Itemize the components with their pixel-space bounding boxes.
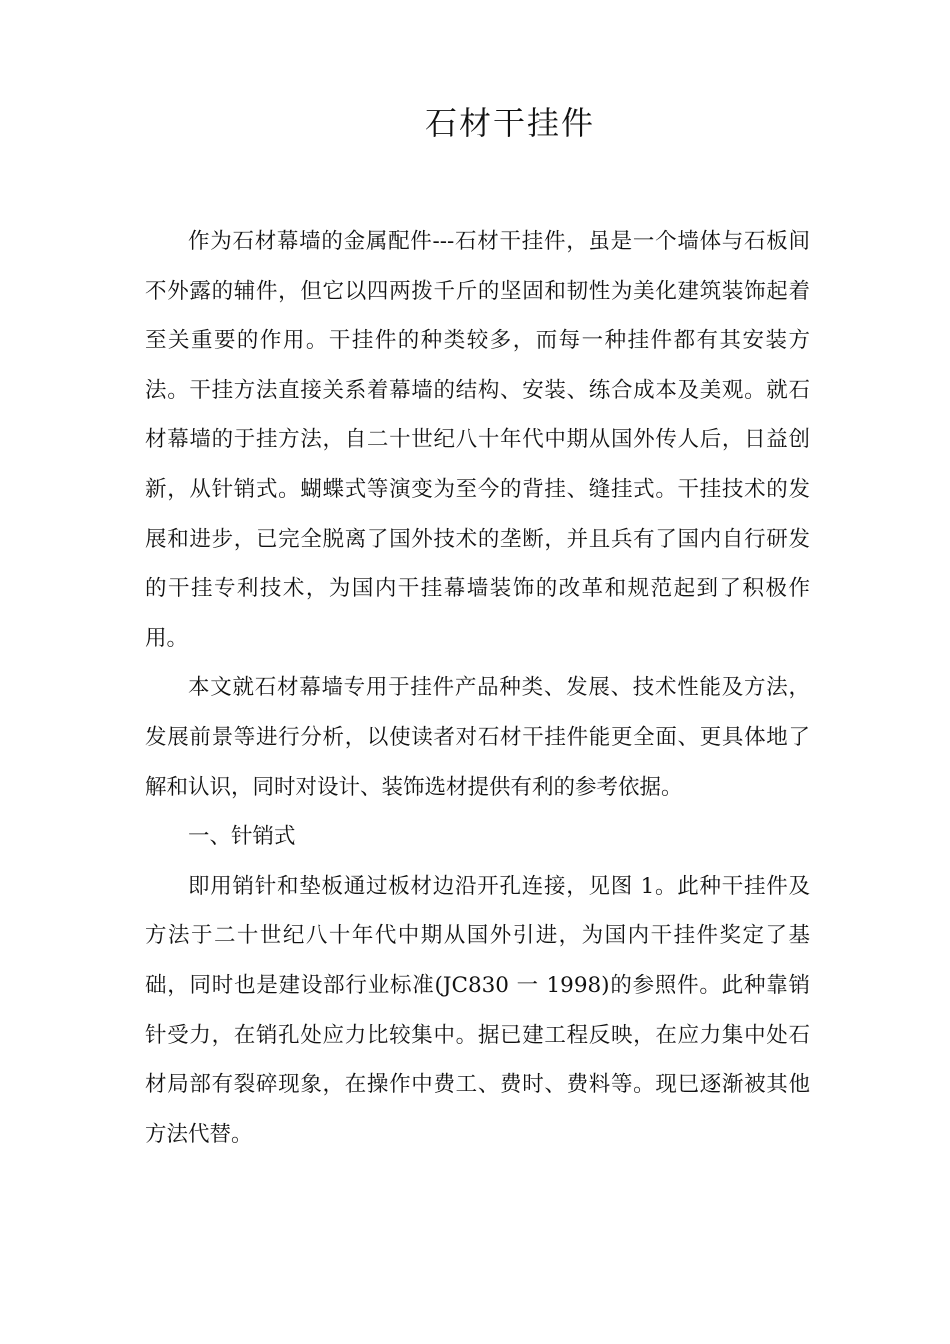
paragraph-pin-type: 即用销针和垫板通过板材边沿开孔连接，见图 1。此种干挂件及方法于二十世纪八十年代中期从国外引进，为国内干挂件奖定了基础，同时也是建设部行业标准(JC830 一 1998)的参照件。此种靠销针受力，在销孔处应力比较集中。据已建工程反映，在应力集中处石材局部有裂碎现象，在操作中费工、费时、费料等。现巳逐渐被其他方法代替。 [145, 873, 810, 1147]
document-body [145, 217, 810, 1159]
document-title: 石材干挂件 [424, 104, 595, 142]
section-heading-pin-type: 一、针销式 [188, 824, 296, 850]
paragraph-purpose: 本文就石材幕墙专用于挂件产品种类、发展、技术性能及方法，发展前景等进行分析，以使读者对石材干挂件能更全面、更具体地了解和认识，同时对设计、装饰选材提供有利的参考依据。 [145, 675, 810, 800]
paragraph-intro: 作为石材幕墙的金属配件---石材干挂件，虽是一个墙体与石板间不外露的辅件，但它以四两拨千斤的坚固和韧性为美化建筑装饰起着至关重要的作用。干挂件的种类较多，而每一种挂件都有其安装方法。干挂方法直接关系着幕墙的结构、安装、练合成本及美观。就石材幕墙的于挂方法，自二十世纪八十年代中期从国外传人后，日益创新，从针销式。蝴蝶式等演变为至今的背挂、缝挂式。干挂技术的发展和进步，已完全脱离了国外技术的垄断，并且兵有了国内自行研发的干挂专利技术，为国内干挂幕墙装饰的改革和规范起到了积极作用。 [145, 229, 810, 651]
